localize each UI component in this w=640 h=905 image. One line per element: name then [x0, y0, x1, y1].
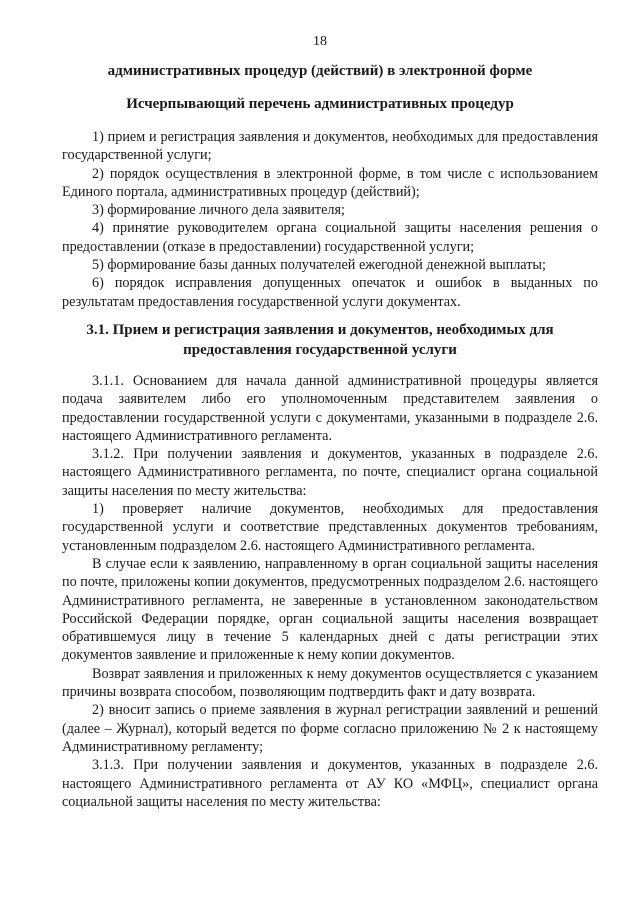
procedure-item: 6) порядок исправления допущенных опечаток и ошибок в выданных по результатам предоставления государственной услуги документах.: [62, 275, 598, 310]
procedure-item: 1) прием и регистрация заявления и документов, необходимых для предоставления государственной услуги;: [62, 129, 598, 164]
procedure-item: 5) формирование базы данных получателей ежегодной денежной выплаты;: [92, 257, 546, 274]
paragraph-3-1-2: 3.1.2. При получении заявления и документов, указанных в подразделе 2.6. настоящего Административного регламента, по почте, специалист органа социальной защиты населения по месту жительства:: [62, 446, 598, 499]
paragraph-return-reason: Возврат заявления и приложенных к нему документов осуществляется с указанием причины возврата способом, позволяющим подтвердить факт и дату возврата.: [62, 665, 598, 701]
page-number: 18: [313, 34, 327, 49]
paragraph-3-1-1: 3.1.1. Основанием для начала данной административной процедуры является подача заявителем либо его уполномоченным представителем заявления о предоставлении государственной услуги с документами, указанными в подразделе 2.6. настоящего Административного регламента.: [62, 373, 598, 444]
procedures-list: [62, 128, 598, 311]
procedure-item: 4) принятие руководителем органа социальной защиты населения решения о предоставлении (отказе в предоставлении) государственной услуги;: [62, 220, 598, 255]
paragraph-journal-entry: 2) вносит запись о приеме заявления в журнал регистрации заявлений и решений (далее – Журнал), который ведется по форме согласно приложению № 2 к настоящему Административному регламенту;: [62, 702, 598, 755]
procedures-list-heading: Исчерпывающий перечень административных процедур: [126, 96, 514, 112]
paragraph-3-1-3: 3.1.3. При получении заявления и документов, указанных в подразделе 2.6. настоящего Административного регламента от АУ КО «МФЦ», специалист органа социальной защиты населения по месту жительства:: [62, 757, 598, 810]
procedure-item: 3) формирование личного дела заявителя;: [92, 202, 345, 219]
section-body: [62, 372, 598, 811]
procedure-item: 2) порядок осуществления в электронной форме, в том числе с использованием Единого портала, административных процедур (действий);: [62, 165, 598, 200]
paragraph-check-documents: 1) проверяет наличие документов, необходимых для предоставления государственной услуги и соответствие представленных документов требованиям, установленным подразделом 2.6. настоящего Административного регламента.: [62, 501, 598, 554]
heading-continuation: административных процедур (действий) в электронной форме: [107, 63, 533, 79]
section-heading: 3.1. Прием и регистрация заявления и документов, необходимых для предоставления государственной услуги: [86, 322, 554, 358]
paragraph-return-case: В случае если к заявлению, направленному в орган социальной защиты населения по почте, приложены копии документов, предусмотренных подразделом 2.6. настоящего Административного регламента, не заверенные в установленном законодательством Российской Федерации порядке, орган социальной защиты населения возвращает обратившемуся лицу в течение 5 календарных дней с даты регистрации этих документов заявление и приложенные к нему копии документов.: [62, 555, 598, 664]
